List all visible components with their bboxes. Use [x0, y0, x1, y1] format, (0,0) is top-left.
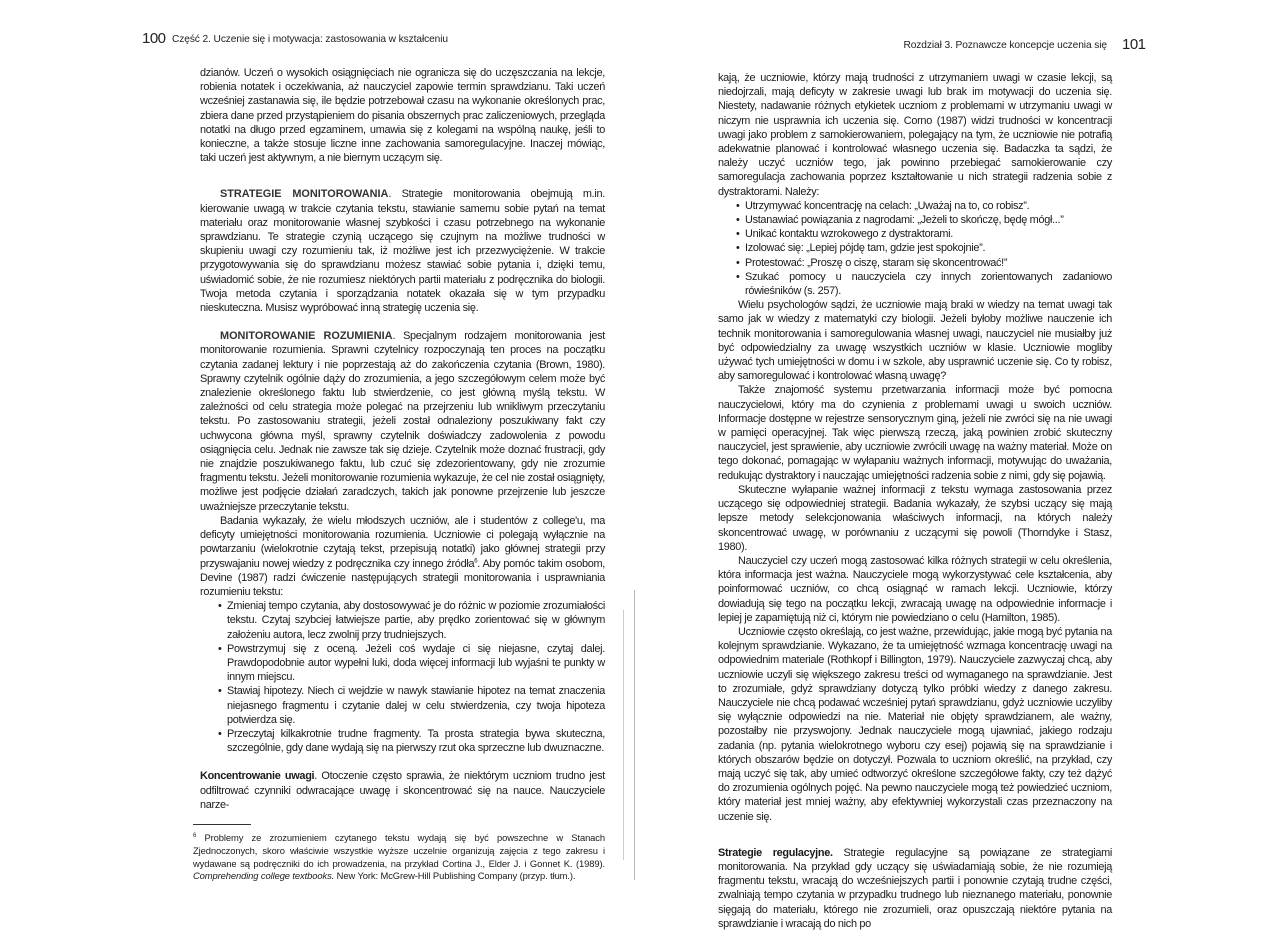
- list-item: • Przeczytaj kilkakrotnie trudne fragmenty. Ta prosta strategia bywa skuteczna, szczególnie, gdy dane wydają się na pierwszy rzut oka sprzeczne lub dwuznaczne.: [220, 727, 605, 755]
- paragraph: [200, 769, 605, 812]
- footnote-block: [193, 812, 605, 883]
- list-item: • Powstrzymuj się z oceną. Jeżeli coś wydaje ci się niejasne, czytaj dalej. Prawdopodobnie autor wypełni luki, doda więcej informacji lub wyjaśni te punkty w innym miejscu.: [220, 642, 605, 685]
- gutter-shadow: [623, 610, 624, 860]
- paragraph: Nauczyciel czy uczeń mogą zastosować kilka różnych strategii w celu określenia, która informacja jest ważna. Nauczyciele mogą wykorzystywać cele kształcenia, aby poinformować uczniów, co chcą osiągnąć w ramach lekcji. Uczniowie, którzy dowiadują się tego na początku lekcji, zwracają uwagę na odpowiednie informacje i lepiej je zapamiętują niż ci, którym nie powiedziano o celu (Hamilton, 1985).: [718, 554, 1112, 624]
- paragraph: [200, 514, 605, 599]
- paragraph-text: . Otoczenie często sprawia, że niektórym uczniom trudno jest odfiltrować czynniki odwracające uwagę i skoncentrować się na nauce. Nauczyciele narze-: [200, 770, 605, 811]
- page-number: 100: [142, 30, 166, 47]
- paragraph: Skuteczne wyłapanie ważnej informacji z tekstu wymaga zastosowania przez uczącego się odpowiedniej strategii. Badania wykazały, że szybsi uczący się mają lepsze metody selekcjonowania właściwych informacji, na których należy skoncentrować uwagę, w porównaniu z uczącymi się powoli (Thorndyke i Stasz, 1980).: [718, 483, 1112, 553]
- paragraph: kają, że uczniowie, którzy mają trudności z utrzymaniem uwagi w czasie lekcji, są niedojrzali, mają deficyty w zakresie uwagi lub brak im motywacji do uczenia się. Niestety, nadawanie różnych etykietek uczniom z problemami w utrzymaniu uwagi w niczym nie usprawnia ich uczenia się. Corno (1987) widzi trudności w koncentracji uwagi jako problem z samokierowaniem, polegający na tym, że uczniowie nie potrafią adekwatnie planować i kontrolować własnego uczenia się. Badaczka ta sądzi, że należy uczyć uczniów tego, jak powinno przebiegać samokierowanie czy samoregulacja zachowania poprzez kształtowanie u nich strategii radzenia sobie z dystraktorami. Należy:: [718, 72, 1112, 198]
- bullet-list: [718, 199, 1112, 298]
- paragraph-text: Badania wykazały, że wielu młodszych uczniów, ale i studentów z college'u, ma deficyty umiejętności monitorowania rozumienia. Uczniowie ci polegają wyłącznie na powtarzaniu (wielokrotnie czytają tekst, przepisują notatki) jako głównej strategii przy przyswajaniu nowej wiedzy z podręcznika czy innego źródła: [200, 514, 605, 570]
- paragraph: [718, 846, 1112, 931]
- paragraph-text: . Strategie monitorowania obejmują m.in. kierowanie uwagą w trakcie czytania tekstu, stawianie samemu sobie pytań na temat materiału oraz monitorowanie własnej szybkości i czasu potrzebnego na wykonanie sprawdzianu. Te strategie czynią uczącego się czujnym na możliwe trudności w skupieniu uwagi czy rozumieniu tak, iż możliwe jest ich przezwyciężenie. W trakcie przygotowywania się do sprawdzianu możesz stawiać sobie pytania i, dzięki temu, uświadomić sobie, że nie rozumiesz niektórych partii materiału z podręcznika do biologii. Twoja metoda czytania i sporządzania notatek okazała się w tym przypadku nieskuteczna. Musisz wypróbować inną strategię uczenia się.: [200, 188, 605, 315]
- footnote: [193, 832, 605, 883]
- section-heading: MONITOROWANIE ROZUMIENIA: [220, 330, 393, 343]
- paragraph-text: . Aby pomóc takim osobom, Devine (1987) radzi ćwiczenie następujących strategii monitorowania i usprawniania rozumieniu tekstu:: [200, 557, 605, 598]
- gutter-shadow: [634, 590, 635, 880]
- paragraph-text: . Specjalnym rodzajem monitorowania jest monitorowanie rozumienia. Sprawni czytelnicy rozpoczynają ten proces na początku czytania zadanej lektury i nie poprzestają aż do zakończenia czytania (Brown, 1980). Sprawny czytelnik ogólnie dąży do zrozumienia, a jego szczegółowym celem może być znalezienie określonego faktu lub stwierdzenie, co jest główną myślą tekstu. W zależności od celu strategia może polegać na przejrzeniu lub wnikliwym przeczytaniu tekstu. Po zastosowaniu strategii, jeżeli został odnaleziony poszukiwany fakt czy uchwycona główna myśl, sprawny czytelnik doświadczy zadowolenia z powodu osiągnięcia celu. Jednak nie zawsze tak się dzieje. Czytelnik może doznać frustracji, gdy nie znajdzie poszukiwanego faktu, lub czuć się zdezorientowany, gdy nie zrozumie fragmentu tekstu. Jeżeli monitorowanie rozumienia wykazuje, że cel nie został osiągnięty, możliwe jest podjęcie działań zaradczych, takich jak ponowne przejrzenie lub jeszcze uważniejsze przeczytanie tekstu.: [200, 330, 605, 513]
- footnote-text: New York: McGrew-Hill Publishing Company (przyp. tłum.).: [334, 870, 576, 882]
- paragraph: Także znajomość systemu przetwarzania informacji może być pomocna nauczycielowi, który ma do czynienia z problemami uwagi u swoich uczniów. Informacje dostępne w rejestrze sensorycznym giną, jeżeli nie zwróci się na nie uwagi w pamięci operacyjnej. Tak więc pierwszą rzeczą, jaką powinien zrobić skuteczny nauczyciel, jest sprawienie, aby uczniowie zwrócili uwagę na ważny materiał. Może on tego dokonać, pomagając w wyłapaniu ważnych informacji, motywując do uważania, redukując dystraktory i nauczając umiejętności radzenia sobie z nimi, gdy się pojawią.: [718, 384, 1112, 482]
- list-item: • Protestować: „Proszę o ciszę, staram się skoncentrować!”: [738, 256, 1112, 270]
- left-body: [200, 66, 605, 812]
- footnote-text: Problemy ze zrozumieniem czytanego tekstu wydają się być powszechne w Stanach Zjednoczonych, skoro właściwie wszystkie wyższe uczelnie organizują zajęcia z tego zakresu i wydawane są podręczniki do ich prowadzenia, na przykład Cortina J., Elder J. i Gonnet K. (1989).: [193, 831, 605, 869]
- section-heading: Koncentrowanie uwagi: [200, 770, 315, 783]
- running-head: Rozdział 3. Poznawcze koncepcje uczenia się: [903, 40, 1107, 51]
- section-heading: STRATEGIE MONITOROWANIA: [220, 188, 389, 201]
- section-heading: Strategie regulacyjne.: [718, 846, 833, 859]
- running-head: Część 2. Uczenie się i motywacja: zastosowania w kształceniu: [172, 34, 448, 45]
- bullet-list: [200, 599, 605, 755]
- footnote-marker: 6: [193, 832, 197, 839]
- paragraph: Wielu psychologów sądzi, że uczniowie mają braki w wiedzy na temat uwagi tak samo jak w wiedzy z matematyki czy biologii. Jeżeli byłoby możliwe nauczenie ich technik monitorowania i samoregulowania własnej uwagi, nauczyciel nie musiałby już być odpowiedzialny za uwagę wszystkich uczniów w klasie. Uczniowie mogliby używać tych umiejętności w domu i w szkole, aby usprawnić uczenie się. Co ty robisz, aby samoregulować i kontrolować własną uwagę?: [718, 299, 1112, 383]
- paragraph-text: Strategie regulacyjne są powiązane ze strategiami monitorowania. Na przykład gdy uczący się uświadamiają sobie, że nie rozumieją fragmentu tekstu, wracają do wcześniejszych partii i ponownie czytają trudne części, zwalniają tempo czytania w przypadku trudnego lub nieznanego materiału, ponownie sięgają do materiału, którego nie zrozumieli, oraz opuszczają niektóre pytania na sprawdzianie i wracają do nich po: [718, 846, 1113, 930]
- paragraph: [200, 187, 605, 315]
- footnote-title: Comprehending college textbooks.: [193, 870, 335, 882]
- list-item: • Szukać pomocy u nauczyciela czy innych zorientowanych zadaniowo rówieśników (s. 257).: [738, 270, 1112, 298]
- list-item: • Unikać kontaktu wzrokowego z dystraktorami.: [738, 227, 1112, 241]
- right-body: [718, 71, 1112, 931]
- footnote-rule: [193, 824, 251, 825]
- list-item: • Izolować się: „Lepiej pójdę tam, gdzie jest spokojnie”.: [738, 241, 1112, 255]
- left-page-content: [193, 66, 605, 883]
- footnote-ref: 6: [474, 557, 478, 564]
- paragraph: Uczniowie często określają, co jest ważne, przewidując, jakie mogą być pytania na kolejnym sprawdzianie. Wykazano, że ta umiejętność wzmaga koncentrację uwagi na odpowiednim materiale (Rothkopf i Billington, 1979). Nauczyciele zazwyczaj chcą, aby uczniowie uczyli się większego zakresu treści od wymaganego na sprawdzianie. Jest to zrozumiałe, gdyż sprawdziany dotyczą tylko próbki wiedzy z danego zakresu. Nauczyciele nie chcą podawać wcześniej pytań sprawdzianu, gdyż uczniowie uczyliby się wyłącznie odpowiedzi na nie. Materiał nie objęty sprawdzianem, ale ważny, pozostałby nie przyswojony. Jednak nauczyciele mogą ujawniać, jakiego rodzaju zadania (np. pytania wielokrotnego wyboru czy esej) pojawią się na sprawdzianie i których obszarów będzie on dotyczył. Pozwala to uczniom określić, na przykład, czy mają uczyć się tak, aby umieć odtworzyć określone szczegółowe fakty, czy też dążyć do zrozumienia ogólnych pojęć. Na pewno nauczyciele mogą też powiedzieć uczniom, który materiał jest mniej ważny, aby efektywniej wykorzystali czas przeznaczony na uczenie się.: [718, 625, 1113, 823]
- paragraph: [200, 329, 605, 514]
- list-item: • Ustanawiać powiązania z nagrodami: „Jeżeli to skończę, będę mógł...”: [738, 213, 1112, 227]
- page-number: 101: [1122, 36, 1146, 53]
- paragraph: dzianów. Uczeń o wysokich osiągnięciach nie ogranicza się do uczęszczania na lekcje, robienia notatek i oczekiwania, aż nauczyciel zapowie termin sprawdzianu. Taki uczeń wcześniej zastanawia się, ile będzie potrzebował czasu na wykonanie określonych prac, zbiera dane przed przystąpieniem do pisania obszernych prac zaliczeniowych, przegląda notatki na długo przed egzaminem, umawia się z kolegami na wspólną naukę, jeśli to konieczne, a także stosuje liczne inne zachowania samoregulacyjne. Inaczej mówiąc, taki uczeń jest aktywnym, a nie biernym uczącym się.: [200, 67, 605, 165]
- list-item: • Stawiaj hipotezy. Niech ci wejdzie w nawyk stawianie hipotez na temat znaczenia niejasnego fragmentu i czytanie dalej w celu stwierdzenia, czy twoja hipoteza potwierdza się.: [220, 684, 605, 727]
- list-item: • Zmieniaj tempo czytania, aby dostosowywać je do różnic w poziomie zrozumiałości tekstu. Czytaj szybciej łatwiejsze partie, aby prędko zorientować się w głównym założeniu autora, lecz zwolnij przy trudniejszych.: [220, 599, 605, 642]
- list-item: • Utrzymywać koncentrację na celach: „Uważaj na to, co robisz”.: [738, 199, 1112, 213]
